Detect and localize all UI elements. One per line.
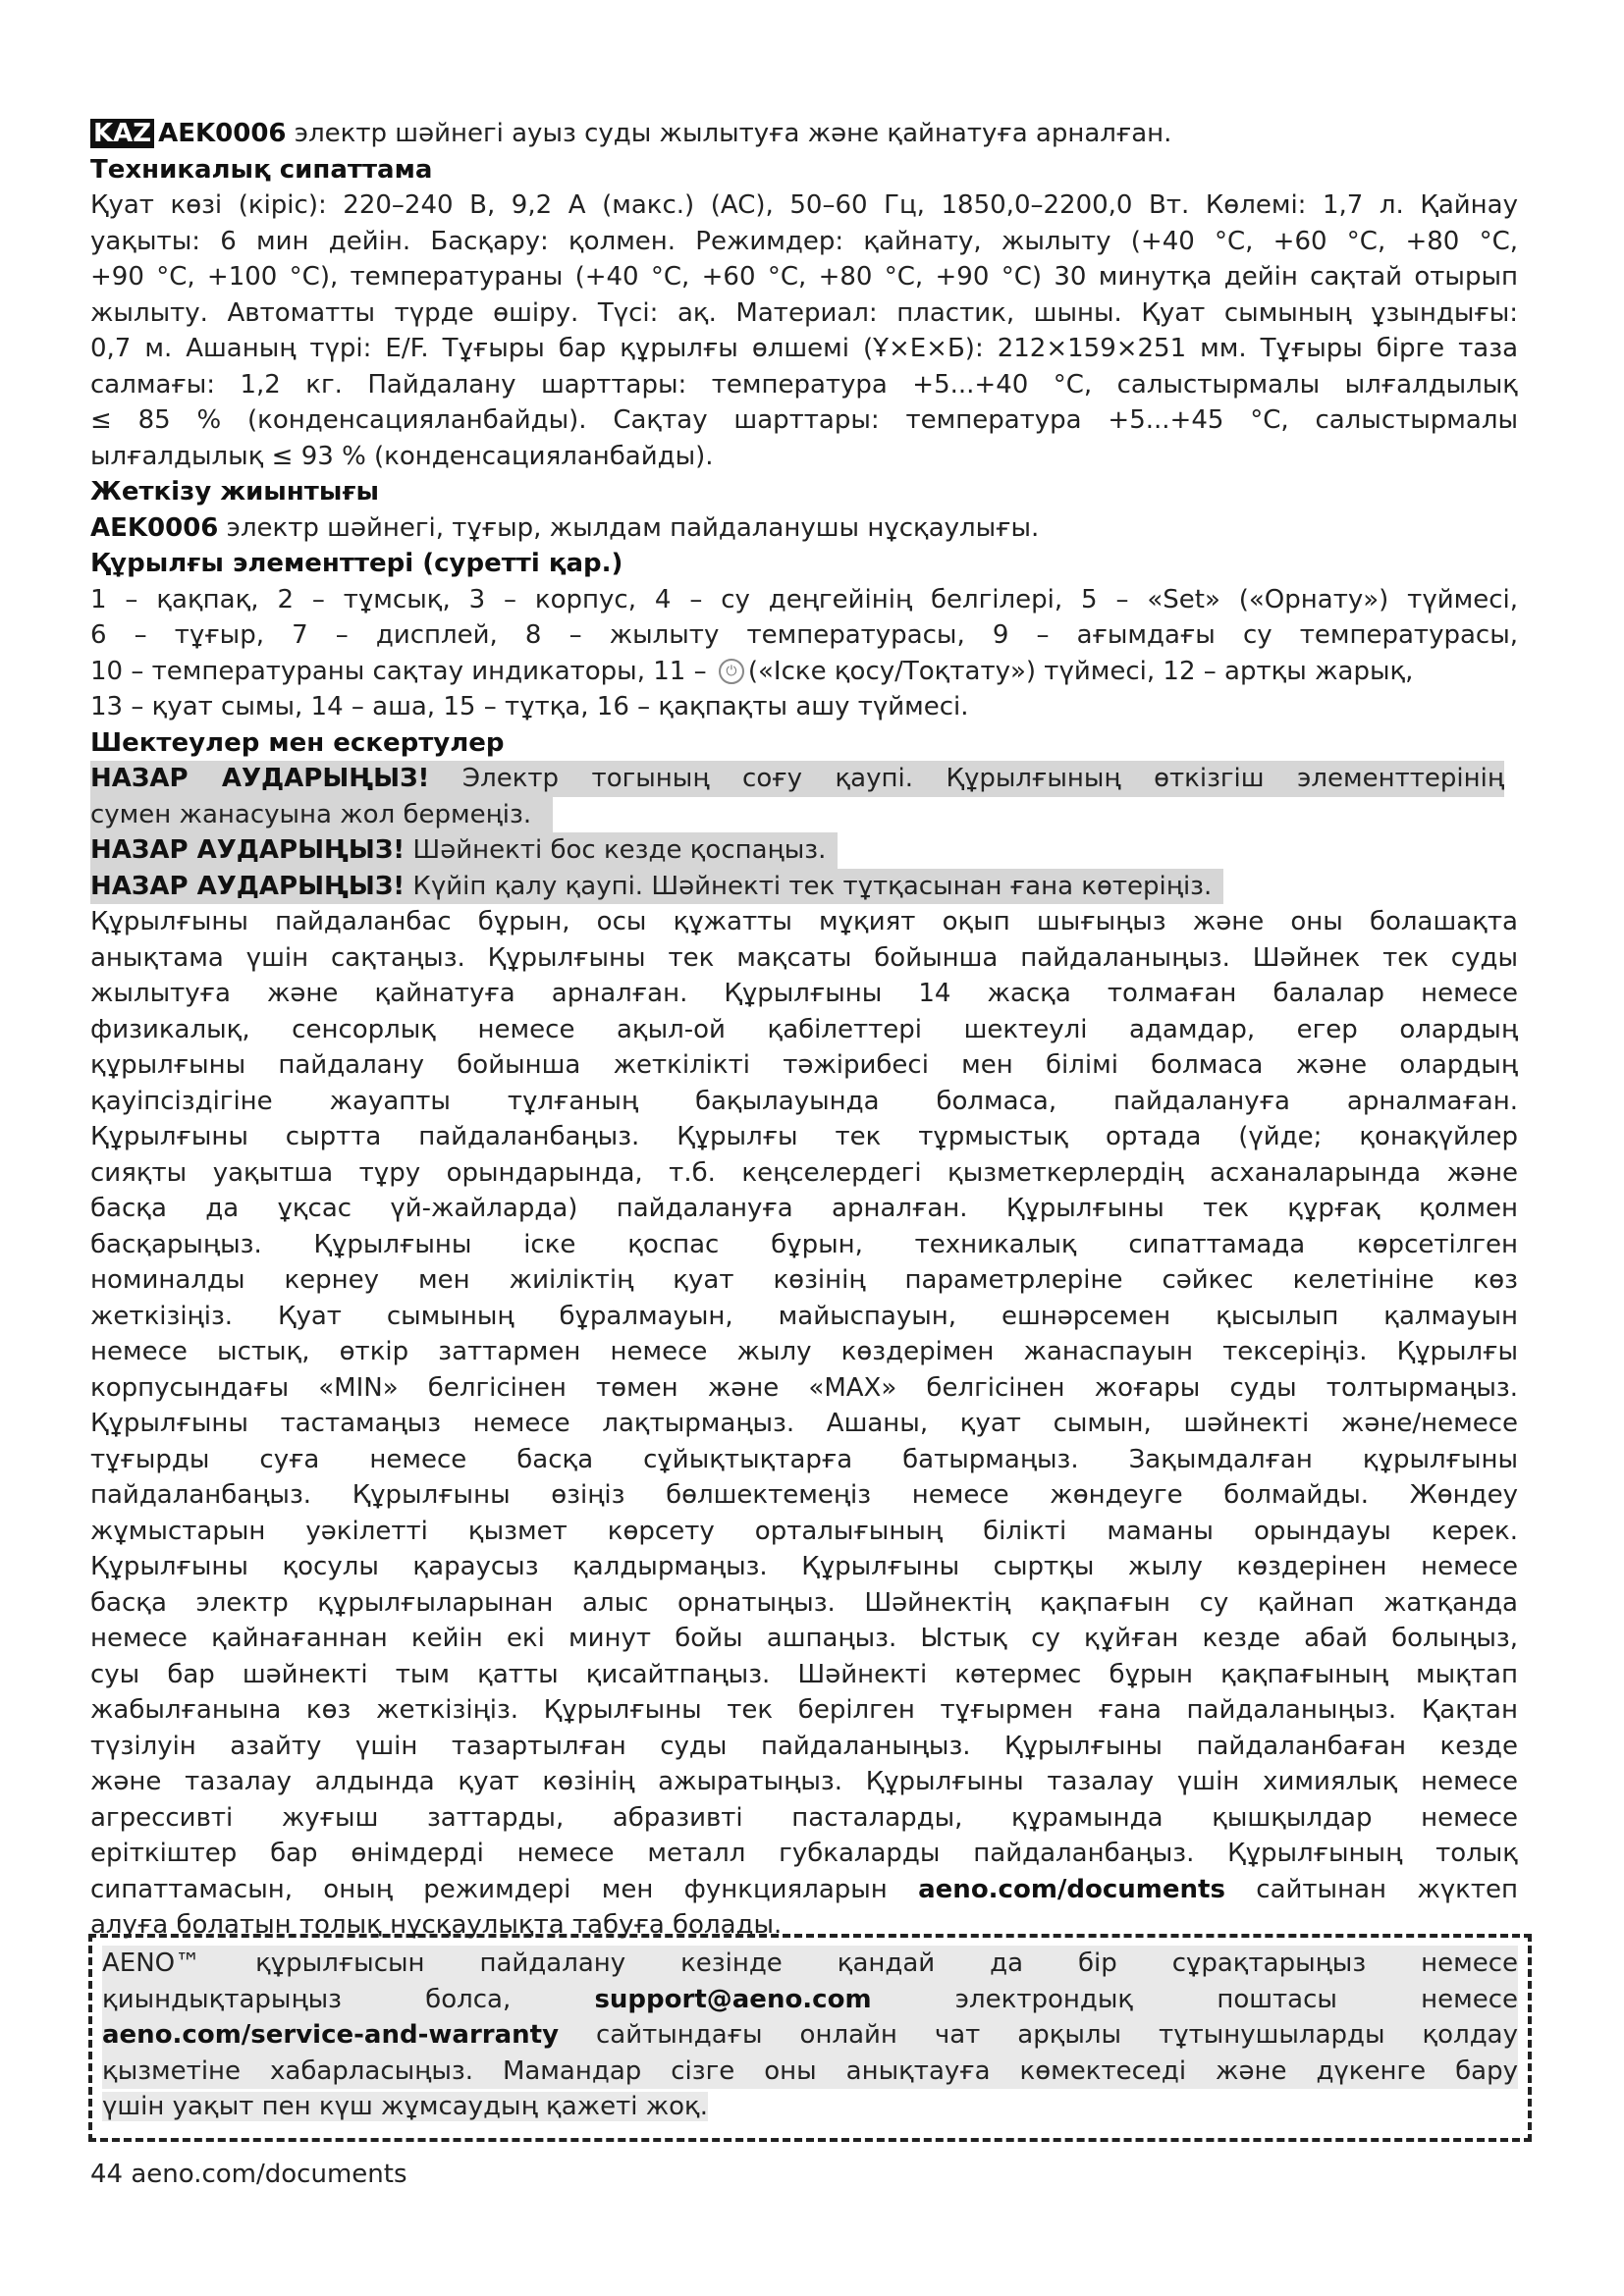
language-tag: KAZ: [90, 119, 154, 148]
intro-line: [90, 116, 1518, 152]
body-line: жұмыстарын уәкілетті қызмет көрсету орталығының білікті маманы орындауы керек.: [90, 1516, 1518, 1546]
warning-2-text: Шәйнекті бос кезде қоспаңыз.: [412, 835, 827, 865]
support-line2-start: қиындықтарыңыз болса,: [102, 1984, 512, 2014]
support-line3-text: сайтындағы онлайн чат арқылы тұтынушыларды қолдау: [596, 2020, 1519, 2050]
body-line: [90, 1872, 1518, 1908]
body-line: қауіпсіздігіне жауапты тұлғаның бақылауында болмаса, пайдалануға арналмаған.: [90, 1086, 1518, 1116]
warning-3-text: Күйіп қалу қаупі. Шәйнекті тек тұтқасынан ғана көтеріңіз.: [412, 871, 1213, 901]
kit-line: [90, 510, 1518, 547]
intro-text: электр шәйнегі ауыз суды жылытуға және қайнатуға арналған.: [294, 119, 1172, 148]
body-line: және тазалау алдында қуат көзінің ажыратыңыз. Құрылғыны тазалау үшін химиялық немесе: [90, 1767, 1518, 1796]
tech-spec-block: [90, 187, 1518, 474]
body-line: басқа электр құрылғыларынан алыс орнатыңыз. Шәйнектің қақпағын су қайнап жатқанда: [90, 1587, 1518, 1618]
support-line: [102, 1982, 1518, 2018]
documents-link[interactable]: aeno.com/documents: [918, 1874, 1225, 1904]
elements-line: [90, 654, 1518, 690]
tech-line: ылғалдылық ≤ 93 % (конденсацияланбайды).: [90, 441, 714, 471]
tech-line: уақыты: 6 мин дейін. Басқару: қолмен. Режимдер: қайнату, жылыту (+40 °С, +60 °С, +80 °С,: [90, 226, 1518, 256]
elements-line: 13 – қуат сымы, 14 – аша, 15 – тұтқа, 16 – қақпақты ашу түймесі.: [90, 692, 969, 721]
warning-2: [90, 832, 838, 869]
warnings-heading: Шектеулер мен ескертулер: [90, 727, 505, 758]
elements-block: [90, 582, 1518, 725]
body-line: басқа да ұқсас үй-жайларда) пайдалануға арналған. Құрылғыны тек құрғақ қолмен: [90, 1194, 1518, 1223]
elements-line3-tail: («Іске қосу/Тоқтату») түймесі, 12 – артқы жарық,: [747, 656, 1414, 686]
kit-model: AEK0006: [90, 512, 219, 543]
tech-line: жылыту. Автоматты түрде өшіру. Түсі: ақ. Материал: пластик, шыны. Қуат сымының ұзындығы:: [90, 297, 1518, 328]
warning-label: НАЗАР АУДАРЫҢЫЗ!: [90, 764, 430, 793]
body-line: немесе ыстық, өткір заттармен немесе жылу көздерімен жанаспауын тексеріңіз. Құрылғы: [90, 1337, 1518, 1366]
support-line2-end: электрондық поштасы немесе: [954, 1984, 1519, 2014]
tech-line: салмағы: 1,2 кг. Пайдалану шарттары: температура +5...+40 °С, салыстырмалы ылғалдылық: [90, 369, 1518, 400]
warning-3-row: [90, 869, 1518, 905]
elements-line: 6 – тұғыр, 7 – дисплей, 8 – жылыту температурасы, 9 – ағымдағы су температурасы,: [90, 620, 1518, 650]
warning-1a-text: Электр тогының соғу қаупі. Құрылғының өткізгіш элементтерінің: [461, 764, 1504, 793]
warning-label: НАЗАР АУДАРЫҢЫЗ!: [90, 835, 406, 865]
tech-line: +90 °С, +100 °С), температураны (+40 °С, +60 °С, +80 °С, +90 °С) 30 минутқа дейін сақтай отырып: [90, 262, 1518, 292]
body-line: жабылғанына көз жеткізіңіз. Құрылғыны тек берілген тұғырмен ғана пайдаланыңыз. Қақтан: [90, 1695, 1518, 1725]
elements-line3-start: 10 – температураны сақтау индикаторы, 11 –: [90, 656, 707, 686]
intro-model: AEK0006: [158, 119, 287, 148]
support-email-link[interactable]: support@aeno.com: [594, 1984, 872, 2014]
support-line: AENO™ құрылғысын пайдалану кезінде қандай да бір сұрақтарыңыз немесе: [102, 1946, 1518, 1982]
body-line: немесе қайнағаннан кейін екі минут бойы ашпаңыз. Ыстық су құйған кезде абай болыңыз,: [90, 1624, 1518, 1653]
warning-3: [90, 869, 1223, 905]
manual-page: [90, 116, 1518, 1944]
power-icon: ⏻: [719, 659, 744, 684]
kit-heading: Жеткізу жиынтығы: [90, 477, 379, 507]
elements-heading: Құрылғы элементтері (суретті қар.): [90, 549, 623, 578]
body-line: түзілуін азайту үшін тазартылған суды пайдаланыңыз. Құрылғыны пайдаланбаған кезде: [90, 1731, 1518, 1761]
elements-line: 1 – қақпақ, 2 – тұмсық, 3 – корпус, 4 – су деңгейінің белгілері, 5 – «Set» («Орнату») түймесі,: [90, 584, 1518, 614]
body-line-start: сипаттамасын, оның режимдері мен функцияларын: [90, 1874, 888, 1904]
body-line: тұғырды суға немесе басқа сұйықтықтарға батырмаңыз. Зақымдалған құрылғыны: [90, 1444, 1518, 1474]
warning-2-row: [90, 832, 1518, 869]
body-line: сияқты уақытша тұру орындарында, т.б. кеңселердегі қызметкерлердің асханаларында және: [90, 1157, 1518, 1188]
body-line-end: сайтынан жүктеп: [1256, 1874, 1518, 1904]
support-line: қызметіне хабарласыңыз. Мамандар сізге оны анықтауға көмектеседі және дүкенге бару: [102, 2054, 1518, 2090]
support-line: [102, 2089, 1518, 2125]
warning-1b-row: [90, 797, 1518, 833]
support-line: [102, 2017, 1518, 2054]
body-line: жылытуға және қайнатуға арналған. Құрылғыны 14 жасқа толмаған балалар немесе: [90, 979, 1518, 1008]
body-line: агрессивті жуғыш заттарды, абразивті пасталарды, құрамында қышқылдар немесе: [90, 1802, 1518, 1833]
support-box: [88, 1934, 1532, 2142]
tech-line: Қуат көзі (кіріс): 220–240 В, 9,2 А (макс.) (AC), 50–60 Гц, 1850,0–2200,0 Вт. Көлемі: 1,7 л. Қайнау: [90, 190, 1518, 220]
body-line: пайдаланбаңыз. Құрылғыны өзіңіз бөлшектемеңіз немесе жөндеуге болмайды. Жөндеу: [90, 1480, 1518, 1510]
support-line5: үшін уақыт пен күш жұмсаудың қажеті жоқ.: [102, 2092, 709, 2121]
body-line: Құрылғыны қосулы қараусыз қалдырмаңыз. Құрылғыны сыртқы жылу көздерінен немесе: [90, 1552, 1518, 1581]
body-line: алуға болатын толық нұсқаулықта табуға болады.: [90, 1910, 783, 1940]
kit-text: электр шәйнегі, тұғыр, жылдам пайдаланушы нұсқаулығы.: [226, 512, 1040, 543]
service-warranty-link[interactable]: aeno.com/service-and-warranty: [102, 2020, 560, 2050]
body-line: Құрылғыны сыртта пайдаланбаңыз. Құрылғы тек тұрмыстық ортада (үйде; қонақүйлер: [90, 1122, 1518, 1151]
warning-1b: сумен жанасуына жол бермеңіз.: [90, 797, 553, 833]
page-footer: [90, 2160, 407, 2189]
body-line: анықтама үшін сақтаңыз. Құрылғыны тек мақсаты бойынша пайдаланыңыз. Шәйнек тек суды: [90, 942, 1518, 973]
footer-url[interactable]: aeno.com/documents: [131, 2160, 407, 2189]
tech-line: ≤ 85 % (конденсацияланбайды). Сақтау шарттары: температура +5...+45 °С, салыстырмалы: [90, 405, 1518, 435]
body-line: құрылғыны пайдалану бойынша жеткілікті тәжірибесі мен білімі болмаса және олардың: [90, 1050, 1518, 1080]
body-line: жеткізіңіз. Қуат сымының бұралмауын, майыспауын, ешнәрсемен қысылып қалмауын: [90, 1301, 1518, 1331]
body-line: басқарыңыз. Құрылғыны іске қоспас бұрын, техникалық сипаттамада көрсетілген: [90, 1229, 1518, 1259]
warning-label: НАЗАР АУДАРЫҢЫЗ!: [90, 871, 406, 901]
body-line: еріткіштер бар өнімдерді немесе металл губкаларды пайдаланбаңыз. Құрылғының толық: [90, 1839, 1518, 1868]
tech-heading: Техникалық сипаттама: [90, 154, 433, 185]
warning-1a: [90, 761, 1504, 797]
body-line: Құрылғыны пайдаланбас бұрын, осы құжатты мұқият оқып шығыңыз және оны болашақта: [90, 907, 1518, 936]
page-number: 44: [90, 2160, 124, 2189]
body-line: суы бар шәйнекті тым қатты қисайтпаңыз. Шәйнекті көтермес бұрын қақпағының мықтап: [90, 1659, 1518, 1689]
body-line: физикалық, сенсорлық немесе ақыл-ой қабілеттері шектеулі адамдар, егер олардың: [90, 1014, 1518, 1044]
body-line: корпусындағы «MIN» белгісінен төмен және «MAX» белгісінен жоғары суды толтырмаңыз.: [90, 1372, 1518, 1403]
body-line: Құрылғыны тастамаңыз немесе лақтырмаңыз. Ашаны, қуат сымын, шәйнекті және/немесе: [90, 1409, 1518, 1438]
body-text-block: [90, 904, 1518, 1944]
tech-line: 0,7 м. Ашаның түрі: E/F. Тұғыры бар құрылғы өлшемі (Ұ×Е×Б): 212×159×251 мм. Тұғыры бірге таза: [90, 334, 1518, 363]
body-line: номиналды кернеу мен жиіліктің қуат көзінің параметрлеріне сәйкес келетініне көз: [90, 1265, 1518, 1295]
